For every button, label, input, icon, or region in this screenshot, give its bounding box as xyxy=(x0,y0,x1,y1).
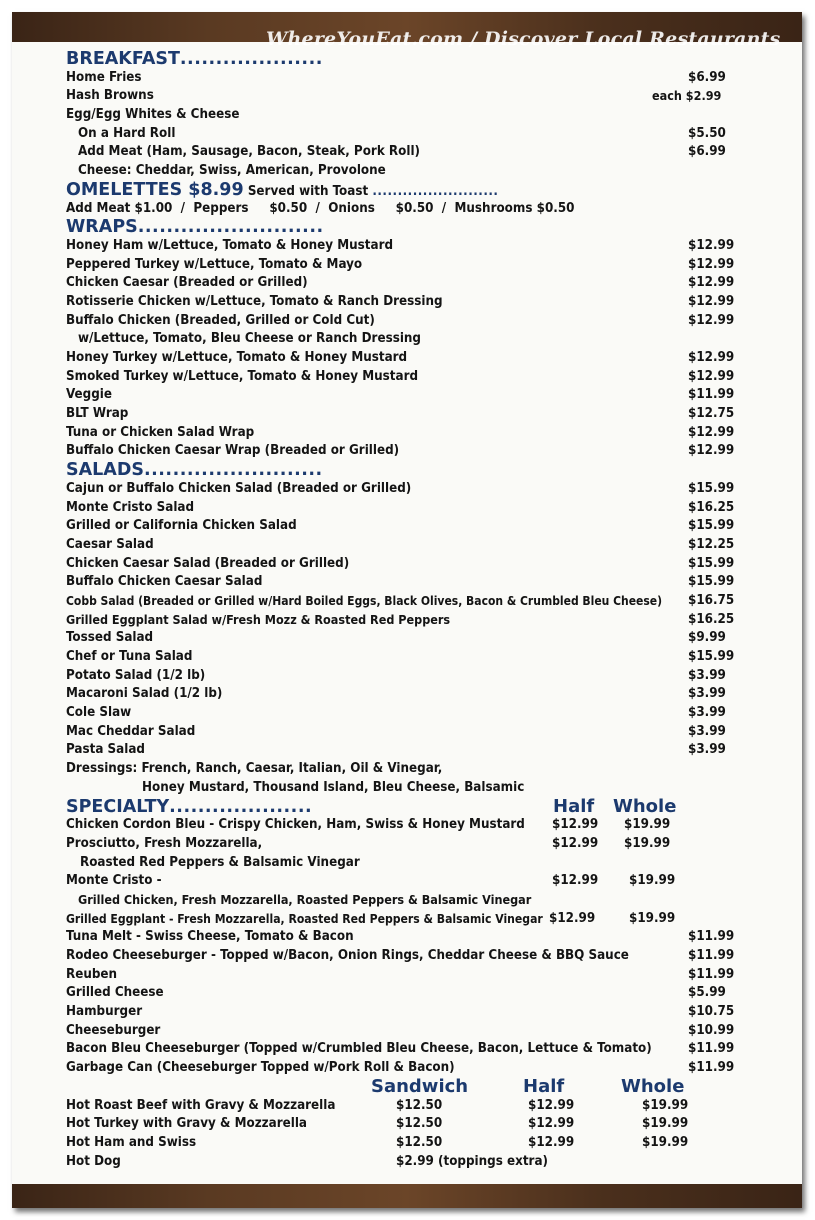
watermark: WhereYouEat.com / Discover Local Restaurants xyxy=(266,28,781,50)
salads-heading: SALADS......................... xyxy=(66,460,323,481)
menu-item: Cheese: Cheddar, Swiss, American, Provolone xyxy=(78,163,386,179)
menu-item: Tuna or Chicken Salad Wrap $12.99 xyxy=(66,424,735,440)
menu-item: Grilled Chicken, Fresh Mozzarella, Roasted Peppers & Balsamic Vinegar xyxy=(78,891,532,907)
menu-item: Hash Browns each $2.99 xyxy=(66,88,722,104)
dressings-line: Honey Mustard, Thousand Island, Bleu Cheese, Balsamic xyxy=(142,779,525,795)
menu-item: Hot Turkey with Gravy & Mozzarella $12.50 $12.99 $19.99 xyxy=(66,1116,689,1132)
menu-item: Buffalo Chicken Caesar Wrap (Breaded or Grilled) $12.99 xyxy=(66,443,735,459)
menu-item: Chef or Tuna Salad $15.99 xyxy=(66,649,735,664)
menu-item: Grilled or California Chicken Salad $15.99 xyxy=(66,518,735,534)
menu-item: Tossed Salad $9.99 xyxy=(66,630,726,646)
menu-item: Rodeo Cheeseburger - Topped w/Bacon, Onion Rings, Cheddar Cheese & BBQ Sauce $11.99 xyxy=(66,948,735,963)
menu-item: Tuna Melt - Swiss Cheese, Tomato & Bacon $11.99 xyxy=(66,929,735,945)
menu-item: Hot Ham and Swiss $12.50 $12.99 $19.99 xyxy=(66,1134,689,1150)
menu-item: Veggie $11.99 xyxy=(66,387,735,403)
menu-item: Bacon Bleu Cheeseburger (Topped w/Crumbled Bleu Cheese, Bacon, Lettuce & Tomato) $11.99 xyxy=(66,1041,735,1057)
omelette-addons: Add Meat $1.00 / Peppers $0.50 / Onions $0.50 / Mushrooms $0.50 xyxy=(66,200,575,216)
menu-item: Honey Turkey w/Lettuce, Tomato & Honey Mustard $12.99 xyxy=(66,350,735,365)
dressings-line: Dressings: French, Ranch, Caesar, Italian, Oil & Vinegar, xyxy=(66,761,443,777)
menu-item: Cheeseburger $10.99 xyxy=(66,1022,735,1038)
menu-item: Reuben $11.99 xyxy=(66,966,735,982)
menu-item: On a Hard Roll $5.50 xyxy=(78,125,726,141)
menu-item: Add Meat (Ham, Sausage, Bacon, Steak, Pork Roll) $6.99 xyxy=(78,144,726,160)
menu-item: Cajun or Buffalo Chicken Salad (Breaded or Grilled) $15.99 xyxy=(66,480,735,496)
menu-item: Chicken Caesar (Breaded or Grilled) $12.99 xyxy=(66,275,735,291)
menu-item: Cole Slaw $3.99 xyxy=(66,705,726,721)
menu-item: Potato Salad (1/2 lb) $3.99 xyxy=(66,667,726,683)
menu-item: Hot Dog $2.99 (toppings extra) xyxy=(66,1153,548,1169)
menu-item: Monte Cristo - $12.99 $19.99 xyxy=(66,873,676,889)
specialty-heading: SPECIALTY.................... Half Whole xyxy=(66,795,677,817)
col-half-header: Half xyxy=(523,1075,565,1097)
menu-item: Pasta Salad $3.99 xyxy=(66,742,726,758)
menu-item: Macaroni Salad (1/2 lb) $3.99 xyxy=(66,686,726,702)
menu-item: Mac Cheddar Salad $3.99 xyxy=(66,723,726,739)
menu-item: Chicken Caesar Salad (Breaded or Grilled) $15.99 xyxy=(66,555,735,571)
menu-item: Chicken Cordon Bleu - Crispy Chicken, Ham, Swiss & Honey Mustard $12.99 $19.99 xyxy=(66,817,671,833)
menu-item: Grilled Eggplant Salad w/Fresh Mozz & Roasted Red Peppers $16.25 xyxy=(66,611,735,627)
menu-item: Smoked Turkey w/Lettuce, Tomato & Honey Mustard $12.99 xyxy=(66,368,735,384)
menu-item: Hamburger $10.75 xyxy=(66,1004,735,1020)
menu-item: Buffalo Chicken (Breaded, Grilled or Cold Cut) $12.99 xyxy=(66,312,735,328)
menu-item: Grilled Eggplant - Fresh Mozzarella, Roasted Red Peppers & Balsamic Vinegar $12.99 $19.99 xyxy=(66,910,676,926)
wraps-heading: WRAPS.......................... xyxy=(66,217,324,238)
menu-item: Peppered Turkey w/Lettuce, Tomato & Mayo $12.99 xyxy=(66,256,735,272)
bottom-wood-bar xyxy=(12,1184,802,1208)
menu-item: Hot Roast Beef with Gravy & Mozzarella $12.50 $12.99 $19.99 xyxy=(66,1097,689,1113)
menu-item: Roasted Red Peppers & Balsamic Vinegar xyxy=(80,854,360,870)
menu-content xyxy=(66,50,766,1171)
menu-item: Prosciutto, Fresh Mozzarella, $12.99 $19.99 xyxy=(66,835,671,851)
hot-sandwich-column-headers xyxy=(66,1075,766,1097)
menu-item: Garbage Can (Cheeseburger Topped w/Pork Roll & Bacon) $11.99 xyxy=(66,1060,735,1076)
menu-item: w/Lettuce, Tomato, Bleu Cheese or Ranch Dressing xyxy=(78,331,421,347)
menu-item: Egg/Egg Whites & Cheese xyxy=(66,107,240,123)
col-whole-header: Whole xyxy=(621,1075,685,1097)
col-sandwich-header: Sandwich xyxy=(371,1075,469,1097)
menu-item: BLT Wrap $12.75 xyxy=(66,406,735,422)
menu-item: Monte Cristo Salad $16.25 xyxy=(66,499,735,515)
menu-item: Cobb Salad (Breaded or Grilled w/Hard Boiled Eggs, Black Olives, Bacon & Crumbled Bleu Cheese) $16.75 xyxy=(66,592,735,608)
breakfast-heading: BREAKFAST.................... xyxy=(66,49,323,69)
menu-item: Home Fries $6.99 xyxy=(66,69,726,85)
menu-item: Grilled Cheese $5.99 xyxy=(66,985,726,1001)
col-whole-header: Whole xyxy=(613,795,677,817)
menu-item: Rotisserie Chicken w/Lettuce, Tomato & Ranch Dressing $12.99 xyxy=(66,293,735,309)
col-half-header: Half xyxy=(553,795,595,817)
menu-item: Buffalo Chicken Caesar Salad $15.99 xyxy=(66,574,735,590)
menu-item: Honey Ham w/Lettuce, Tomato & Honey Mustard $12.99 xyxy=(66,237,735,253)
omelettes-heading: OMELETTES $8.99 Served with Toast ......................... xyxy=(66,179,499,200)
menu-item: Caesar Salad $12.25 xyxy=(66,536,735,552)
